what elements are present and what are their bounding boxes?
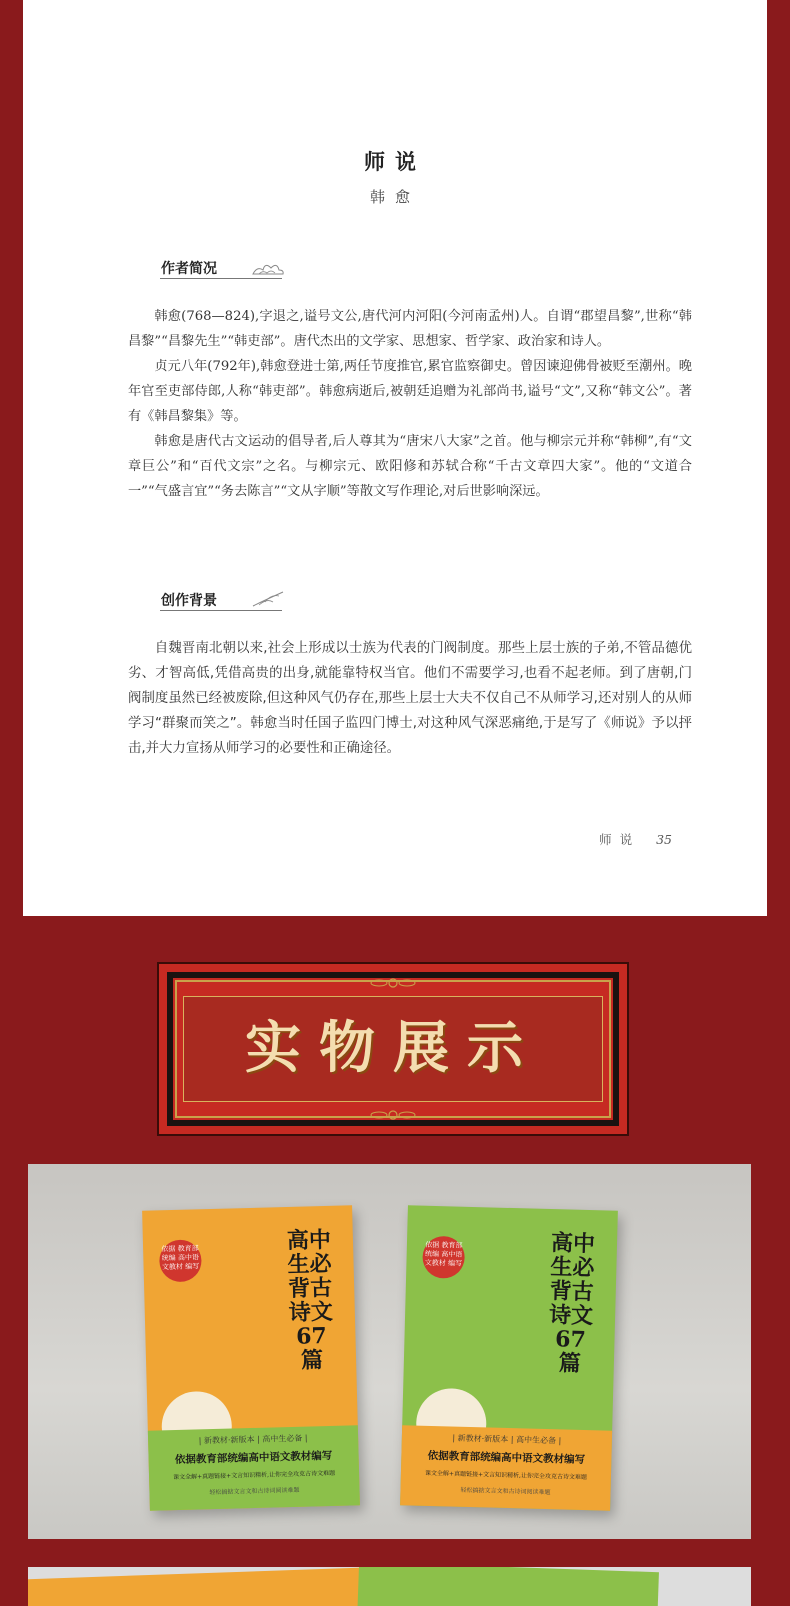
author-paragraph: 韩愈(768—824),字退之,谥号文公,唐代河内河阳(今河南孟州)人。自谓“郡望昌黎”,世称“韩昌黎”“昌黎先生”“韩吏部”。唐代杰出的文学家、思想家、哲学家、政治家和诗人。 bbox=[128, 309, 692, 349]
book-tag: | 新教材·新版本 | 高中生必备 | bbox=[452, 1433, 562, 1446]
book-tag: | 新教材·新版本 | 高中生必备 | bbox=[198, 1433, 308, 1446]
page-title: 师说 bbox=[364, 149, 426, 174]
book-subtitle: 依据教育部统编高中语文教材编写 bbox=[174, 1449, 333, 1467]
product-photo bbox=[28, 1164, 751, 1539]
footer-title: 师说 bbox=[599, 832, 641, 847]
page-number: 35 bbox=[656, 832, 672, 847]
book-band bbox=[148, 1425, 360, 1510]
book-cover-volume-1 bbox=[400, 1205, 618, 1510]
book-badge: 依据 教育部统编 高中语文教材 编写 bbox=[422, 1236, 465, 1279]
section-underline bbox=[160, 278, 282, 279]
section-heading-author: 作者简况 bbox=[161, 261, 217, 277]
book-badge: 依据 教育部统编 高中语文教材 编写 bbox=[159, 1239, 202, 1282]
book-description: 课文全解+真题链接+文言知识精析,让你完全攻克古诗文难题 bbox=[424, 1469, 587, 1482]
book-description: 课文全解+真题链接+文言知识精析,让你完全攻克古诗文难题 bbox=[173, 1469, 336, 1482]
background-text bbox=[128, 636, 692, 761]
product-photo-2 bbox=[28, 1567, 751, 1606]
showcase-banner bbox=[157, 962, 629, 1136]
page-footer bbox=[599, 830, 672, 848]
background-paragraph: 自魏晋南北朝以来,社会上形成以士族为代表的门阀制度。那些上层士族的子弟,不管品德优劣、才智高低,凭借高贵的出身,就能靠特权当官。他们不需要学习,也看不起老师。到了唐朝,门阀制度虽然已经被废除,但这种风气仍存在,那些上层士大夫不仅自己不从师学习,还对别人的从师学习“群聚而笑之”。韩愈当时任国子监四门博士,对这种风气深恶痛绝,于是写了《师说》予以抨击,并大力宣扬从师学习的必要性和正确途径。 bbox=[128, 641, 692, 756]
cloud-ornament-icon bbox=[251, 260, 285, 278]
book-note: 轻松搞掂文言文和古诗词阅读难题 bbox=[209, 1486, 300, 1497]
book-cover-volume-2 bbox=[142, 1205, 360, 1510]
book-page bbox=[23, 0, 767, 916]
book-cover-partial bbox=[28, 1567, 389, 1606]
author-bio-text bbox=[128, 304, 692, 504]
banner-title: 实物展示 bbox=[245, 1015, 541, 1081]
page-author: 韩愈 bbox=[369, 188, 420, 206]
book-note: 轻松搞掂文言文和古诗词阅读难题 bbox=[460, 1486, 551, 1497]
book-title: 高中生必背古诗文67篇 bbox=[548, 1230, 596, 1377]
section-underline bbox=[160, 610, 282, 611]
author-paragraph: 韩愈是唐代古文运动的倡导者,后人尊其为“唐宋八大家”之首。他与柳宗元并称“韩柳”,有“文章巨公”和“百代文宗”之名。与柳宗元、欧阳修和苏轼合称“千古文章四大家”。他的“文道合一”“气盛言宜”“务去陈言”“文从字顺”等散文写作理论,对后世影响深远。 bbox=[128, 434, 692, 499]
section-heading-background: 创作背景 bbox=[161, 593, 217, 609]
banner-bottom-ornament-icon bbox=[353, 1110, 433, 1120]
book-cover-partial bbox=[357, 1567, 659, 1606]
book-subtitle: 依据教育部统编高中语文教材编写 bbox=[427, 1449, 586, 1467]
orchid-ornament-icon bbox=[251, 590, 285, 608]
banner-top-ornament-icon bbox=[353, 978, 433, 988]
book-band bbox=[400, 1425, 612, 1510]
book-title: 高中生必背古诗文67篇 bbox=[286, 1226, 334, 1374]
author-paragraph: 贞元八年(792年),韩愈登进士第,两任节度推官,累官监察御史。曾因谏迎佛骨被贬至潮州。晚年官至吏部侍郎,人称“韩吏部”。韩愈病逝后,被朝廷追赠为礼部尚书,谥号“文”,又称“韩文公”。著有《韩昌黎集》等。 bbox=[128, 359, 692, 424]
